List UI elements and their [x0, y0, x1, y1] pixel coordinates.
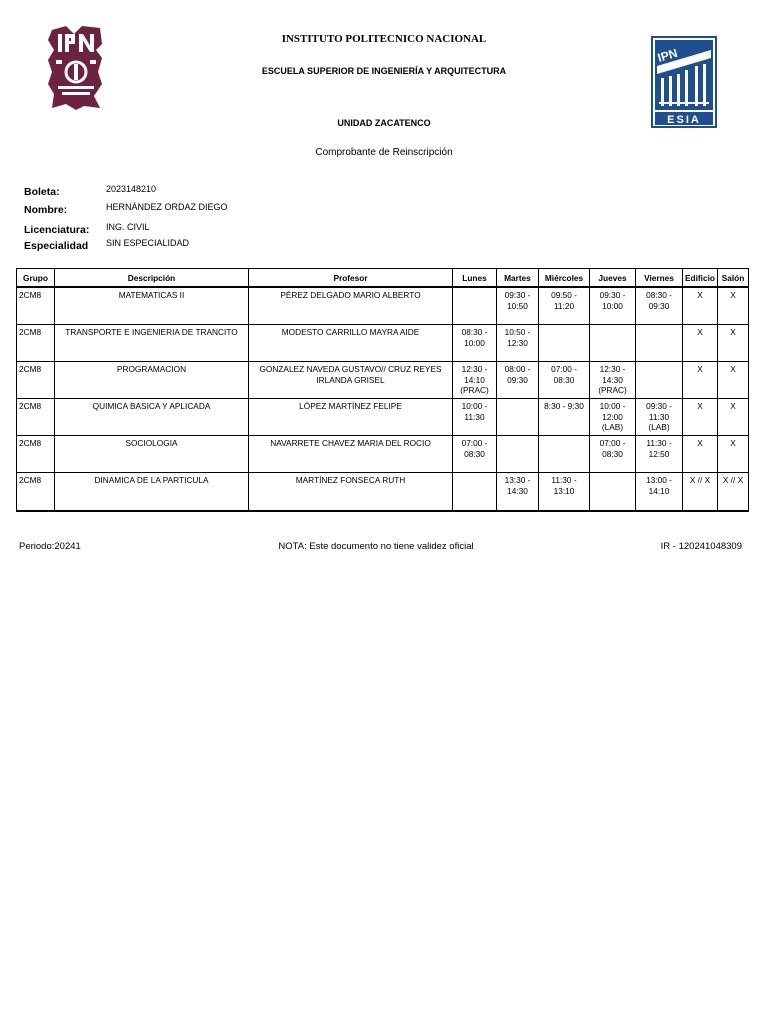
cell-edificio: X [683, 399, 718, 436]
schedule-table [16, 268, 749, 512]
table-row [17, 287, 749, 325]
cell-grupo: 2CM8 [17, 325, 55, 362]
header-descripcion: Descripción [55, 269, 249, 288]
cell-martes: 09:30 - 10:50 [497, 287, 539, 325]
boleta-value: 2023148210 [106, 184, 157, 194]
boleta-label: Boleta: [24, 186, 60, 198]
cell-martes: 08:00 - 09:30 [497, 362, 539, 399]
cell-viernes: 09:30 - 11:30 (LAB) [636, 399, 683, 436]
cell-salon: X [718, 436, 749, 473]
cell-salon: X [718, 287, 749, 325]
cell-miercoles: 07:00 - 08:30 [539, 362, 590, 399]
table-row [17, 436, 749, 473]
cell-martes [497, 399, 539, 436]
cell-lunes: 07:00 - 08:30 [453, 436, 497, 473]
cell-edificio: X [683, 287, 718, 325]
cell-descripcion: QUIMICA BASICA Y APLICADA [55, 399, 249, 436]
cell-salon: X // X [718, 473, 749, 512]
cell-profesor: GONZALEZ NAVEDA GUSTAVO// CRUZ REYES IRLANDA GRISEL [249, 362, 453, 399]
header-jueves: Jueves [590, 269, 636, 288]
cell-jueves: 09:30 - 10:00 [590, 287, 636, 325]
table-row [17, 399, 749, 436]
cell-jueves: 07:00 - 08:30 [590, 436, 636, 473]
cell-grupo: 2CM8 [17, 287, 55, 325]
cell-descripcion: MATEMATICAS II [55, 287, 249, 325]
cell-lunes [453, 287, 497, 325]
esia-logo-icon [651, 36, 717, 128]
institution-title: INSTITUTO POLITECNICO NACIONAL [281, 33, 487, 45]
header-grupo: Grupo [17, 269, 55, 288]
nombre-label: Nombre: [24, 204, 68, 216]
cell-viernes: 13:00 - 14:10 [636, 473, 683, 512]
cell-jueves [590, 325, 636, 362]
cell-miercoles [539, 436, 590, 473]
table-header-row [17, 269, 749, 288]
svg-text:ESIA: ESIA [667, 114, 701, 126]
header-edificio: Edificio [683, 269, 718, 288]
cell-profesor: PÉREZ DELGADO MARIO ALBERTO [249, 287, 453, 325]
nota-text: NOTA: Este documento no tiene validez oficial [278, 541, 474, 552]
cell-jueves: 12:30 - 14:30 (PRAC) [590, 362, 636, 399]
header-lunes: Lunes [453, 269, 497, 288]
cell-lunes: 12:30 - 14:10 (PRAC) [453, 362, 497, 399]
cell-jueves [590, 473, 636, 512]
cell-grupo: 2CM8 [17, 399, 55, 436]
cell-profesor: NAVARRETE CHAVEZ MARIA DEL ROCIO [249, 436, 453, 473]
cell-martes: 13:30 - 14:30 [497, 473, 539, 512]
header-martes: Martes [497, 269, 539, 288]
cell-salon: X [718, 362, 749, 399]
cell-viernes: 11:30 - 12:50 [636, 436, 683, 473]
cell-lunes [453, 473, 497, 512]
ir-code: IR - 120241048309 [660, 541, 742, 552]
cell-viernes [636, 325, 683, 362]
cell-lunes: 08:30 - 10:00 [453, 325, 497, 362]
cell-miercoles [539, 325, 590, 362]
cell-profesor: MODESTO CARRILLO MAYRA AIDE [249, 325, 453, 362]
cell-edificio: X [683, 436, 718, 473]
especialidad-value: SIN ESPECIALIDAD [106, 238, 190, 248]
table-row [17, 473, 749, 512]
cell-viernes: 08:30 - 09:30 [636, 287, 683, 325]
cell-descripcion: SOCIOLOGIA [55, 436, 249, 473]
cell-profesor: MARTÍNEZ FONSECA RUTH [249, 473, 453, 512]
cell-jueves: 10:00 - 12:00 (LAB) [590, 399, 636, 436]
cell-salon: X [718, 325, 749, 362]
header-viernes: Viernes [636, 269, 683, 288]
header-salon: Salón [718, 269, 749, 288]
cell-miercoles: 8:30 - 9:30 [539, 399, 590, 436]
table-row [17, 362, 749, 399]
cell-lunes: 10:00 - 11:30 [453, 399, 497, 436]
unit-title: UNIDAD ZACATENCO [337, 118, 431, 128]
header-profesor: Profesor [249, 269, 453, 288]
licenciatura-label: Licenciatura: [24, 224, 90, 236]
table-row [17, 325, 749, 362]
licenciatura-value: ING. CIVIL [106, 222, 150, 232]
cell-miercoles: 09:50 - 11:20 [539, 287, 590, 325]
cell-grupo: 2CM8 [17, 473, 55, 512]
cell-edificio: X [683, 325, 718, 362]
svg-text:IPN: IPN [655, 45, 680, 65]
cell-profesor: LÓPEZ MARTÍNEZ FELIPE [249, 399, 453, 436]
header-miercoles: Miércoles [539, 269, 590, 288]
especialidad-label: Especialidad [24, 240, 89, 252]
cell-edificio: X [683, 362, 718, 399]
cell-descripcion: PROGRAMACION [55, 362, 249, 399]
cell-grupo: 2CM8 [17, 436, 55, 473]
periodo-text: Periodo:20241 [19, 541, 81, 552]
nombre-value: HERNÁNDEZ ORDAZ DIEGO [106, 202, 228, 212]
cell-grupo: 2CM8 [17, 362, 55, 399]
cell-martes: 10:50 - 12:30 [497, 325, 539, 362]
document-title: Comprobante de Reinscripción [315, 147, 453, 158]
cell-edificio: X // X [683, 473, 718, 512]
cell-martes [497, 436, 539, 473]
school-title: ESCUELA SUPERIOR DE INGENIERÍA Y ARQUITECTURA [261, 66, 507, 76]
cell-descripcion: DINAMICA DE LA PARTICULA [55, 473, 249, 512]
cell-salon: X [718, 399, 749, 436]
cell-descripcion: TRANSPORTE E INGENIERIA DE TRANCITO [55, 325, 249, 362]
cell-viernes [636, 362, 683, 399]
cell-miercoles: 11:30 - 13:10 [539, 473, 590, 512]
